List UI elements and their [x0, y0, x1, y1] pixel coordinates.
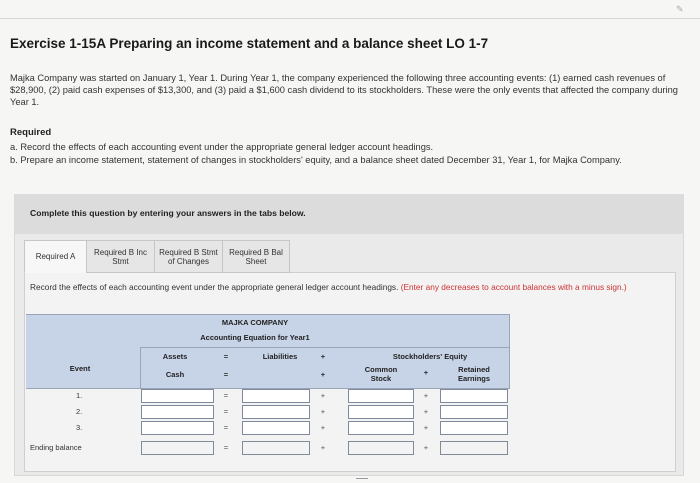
assets-header: Assets — [162, 352, 188, 361]
instruction-text: Record the effects of each accounting event under the appropriate general ledger account headings. — [30, 282, 399, 292]
tab-required-a[interactable]: Required A — [24, 240, 86, 273]
equals-sign: = — [223, 391, 229, 400]
cash-header: Cash — [165, 370, 185, 379]
liabilities-input-3[interactable] — [242, 421, 310, 435]
plus-sign: + — [320, 391, 326, 400]
common-stock-input-1[interactable] — [348, 389, 414, 403]
equity-header: Stockholders' Equity — [392, 352, 468, 361]
row-label: 3. — [76, 423, 83, 432]
ending-balance-label: Ending balance — [30, 443, 82, 452]
footer-mark — [356, 478, 368, 479]
row-label: 1. — [76, 391, 83, 400]
common-stock-input-2[interactable] — [348, 405, 414, 419]
tab-required-b-stmt-of-changes[interactable]: Required B Stmt of Changes — [154, 240, 222, 273]
exercise-title: Exercise 1-15A Preparing an income statement and a balance sheet LO 1-7 — [10, 36, 489, 51]
retained-earnings-header: Retained Earnings — [457, 365, 491, 383]
cash-ending — [141, 441, 214, 455]
tab-bar — [24, 240, 290, 273]
retained-earnings-input-1[interactable] — [440, 389, 508, 403]
plus-sign: + — [423, 443, 429, 452]
header-plus: + — [320, 352, 326, 361]
plus-sign: + — [423, 391, 429, 400]
equals-sign: = — [223, 407, 229, 416]
corner-icon: ✎ — [676, 4, 684, 14]
banner-text: Complete this question by entering your answers in the tabs below. — [30, 208, 306, 218]
plus-sign: + — [320, 407, 326, 416]
required-heading: Required — [10, 127, 52, 138]
liabilities-input-2[interactable] — [242, 405, 310, 419]
event-header: Event — [69, 364, 91, 373]
cash-input-3[interactable] — [141, 421, 214, 435]
liabilities-header: Liabilities — [262, 352, 298, 361]
table-subtitle: Accounting Equation for Year1 — [200, 333, 310, 342]
common-stock-input-3[interactable] — [348, 421, 414, 435]
cash-input-1[interactable] — [141, 389, 214, 403]
tab-required-b-inc-stmt[interactable]: Required B Inc Stmt — [86, 240, 154, 273]
header-plus-2: + — [320, 370, 326, 379]
required-a-text: a. Record the effects of each accounting event under the appropriate general ledger account headings. — [10, 142, 434, 152]
retained-earnings-ending — [440, 441, 508, 455]
exercise-description: Majka Company was started on January 1, Year 1. During Year 1, the company experienced the following three accounting events: (1) earned cash revenues of $28,900, (2) paid cash expenses of $13,300, and (3) paid a $1,600 cash dividend to its stockholders. These were the only events that affected the company during Year 1. — [10, 73, 678, 107]
liabilities-ending — [242, 441, 310, 455]
cash-input-2[interactable] — [141, 405, 214, 419]
plus-sign: + — [423, 407, 429, 416]
retained-earnings-input-2[interactable] — [440, 405, 508, 419]
header-equals-2: = — [223, 370, 229, 379]
header-equals: = — [223, 352, 229, 361]
plus-sign: + — [320, 423, 326, 432]
plus-sign: + — [320, 443, 326, 452]
common-stock-header: Common Stock — [364, 365, 398, 383]
row-label: 2. — [76, 407, 83, 416]
company-name: MAJKA COMPANY — [221, 318, 289, 327]
liabilities-input-1[interactable] — [242, 389, 310, 403]
event-col-divider — [140, 347, 141, 389]
plus-sign: + — [423, 423, 429, 432]
top-divider — [0, 18, 700, 19]
common-stock-ending — [348, 441, 414, 455]
instruction-note: (Enter any decreases to account balances with a minus sign.) — [400, 282, 627, 292]
instruction — [30, 282, 630, 292]
header-plus-3: + — [423, 368, 429, 377]
header-divider — [140, 347, 510, 348]
tab-required-b-bal-sheet[interactable]: Required B Bal Sheet — [222, 240, 290, 273]
retained-earnings-input-3[interactable] — [440, 421, 508, 435]
required-b-text: b. Prepare an income statement, statement of changes in stockholders' equity, and a balance sheet dated December 31, Year 1, for Majka Company. — [10, 155, 622, 165]
header-border-top — [26, 314, 510, 315]
equals-sign: = — [223, 423, 229, 432]
header-border-right — [509, 314, 510, 389]
equals-sign: = — [223, 443, 229, 452]
